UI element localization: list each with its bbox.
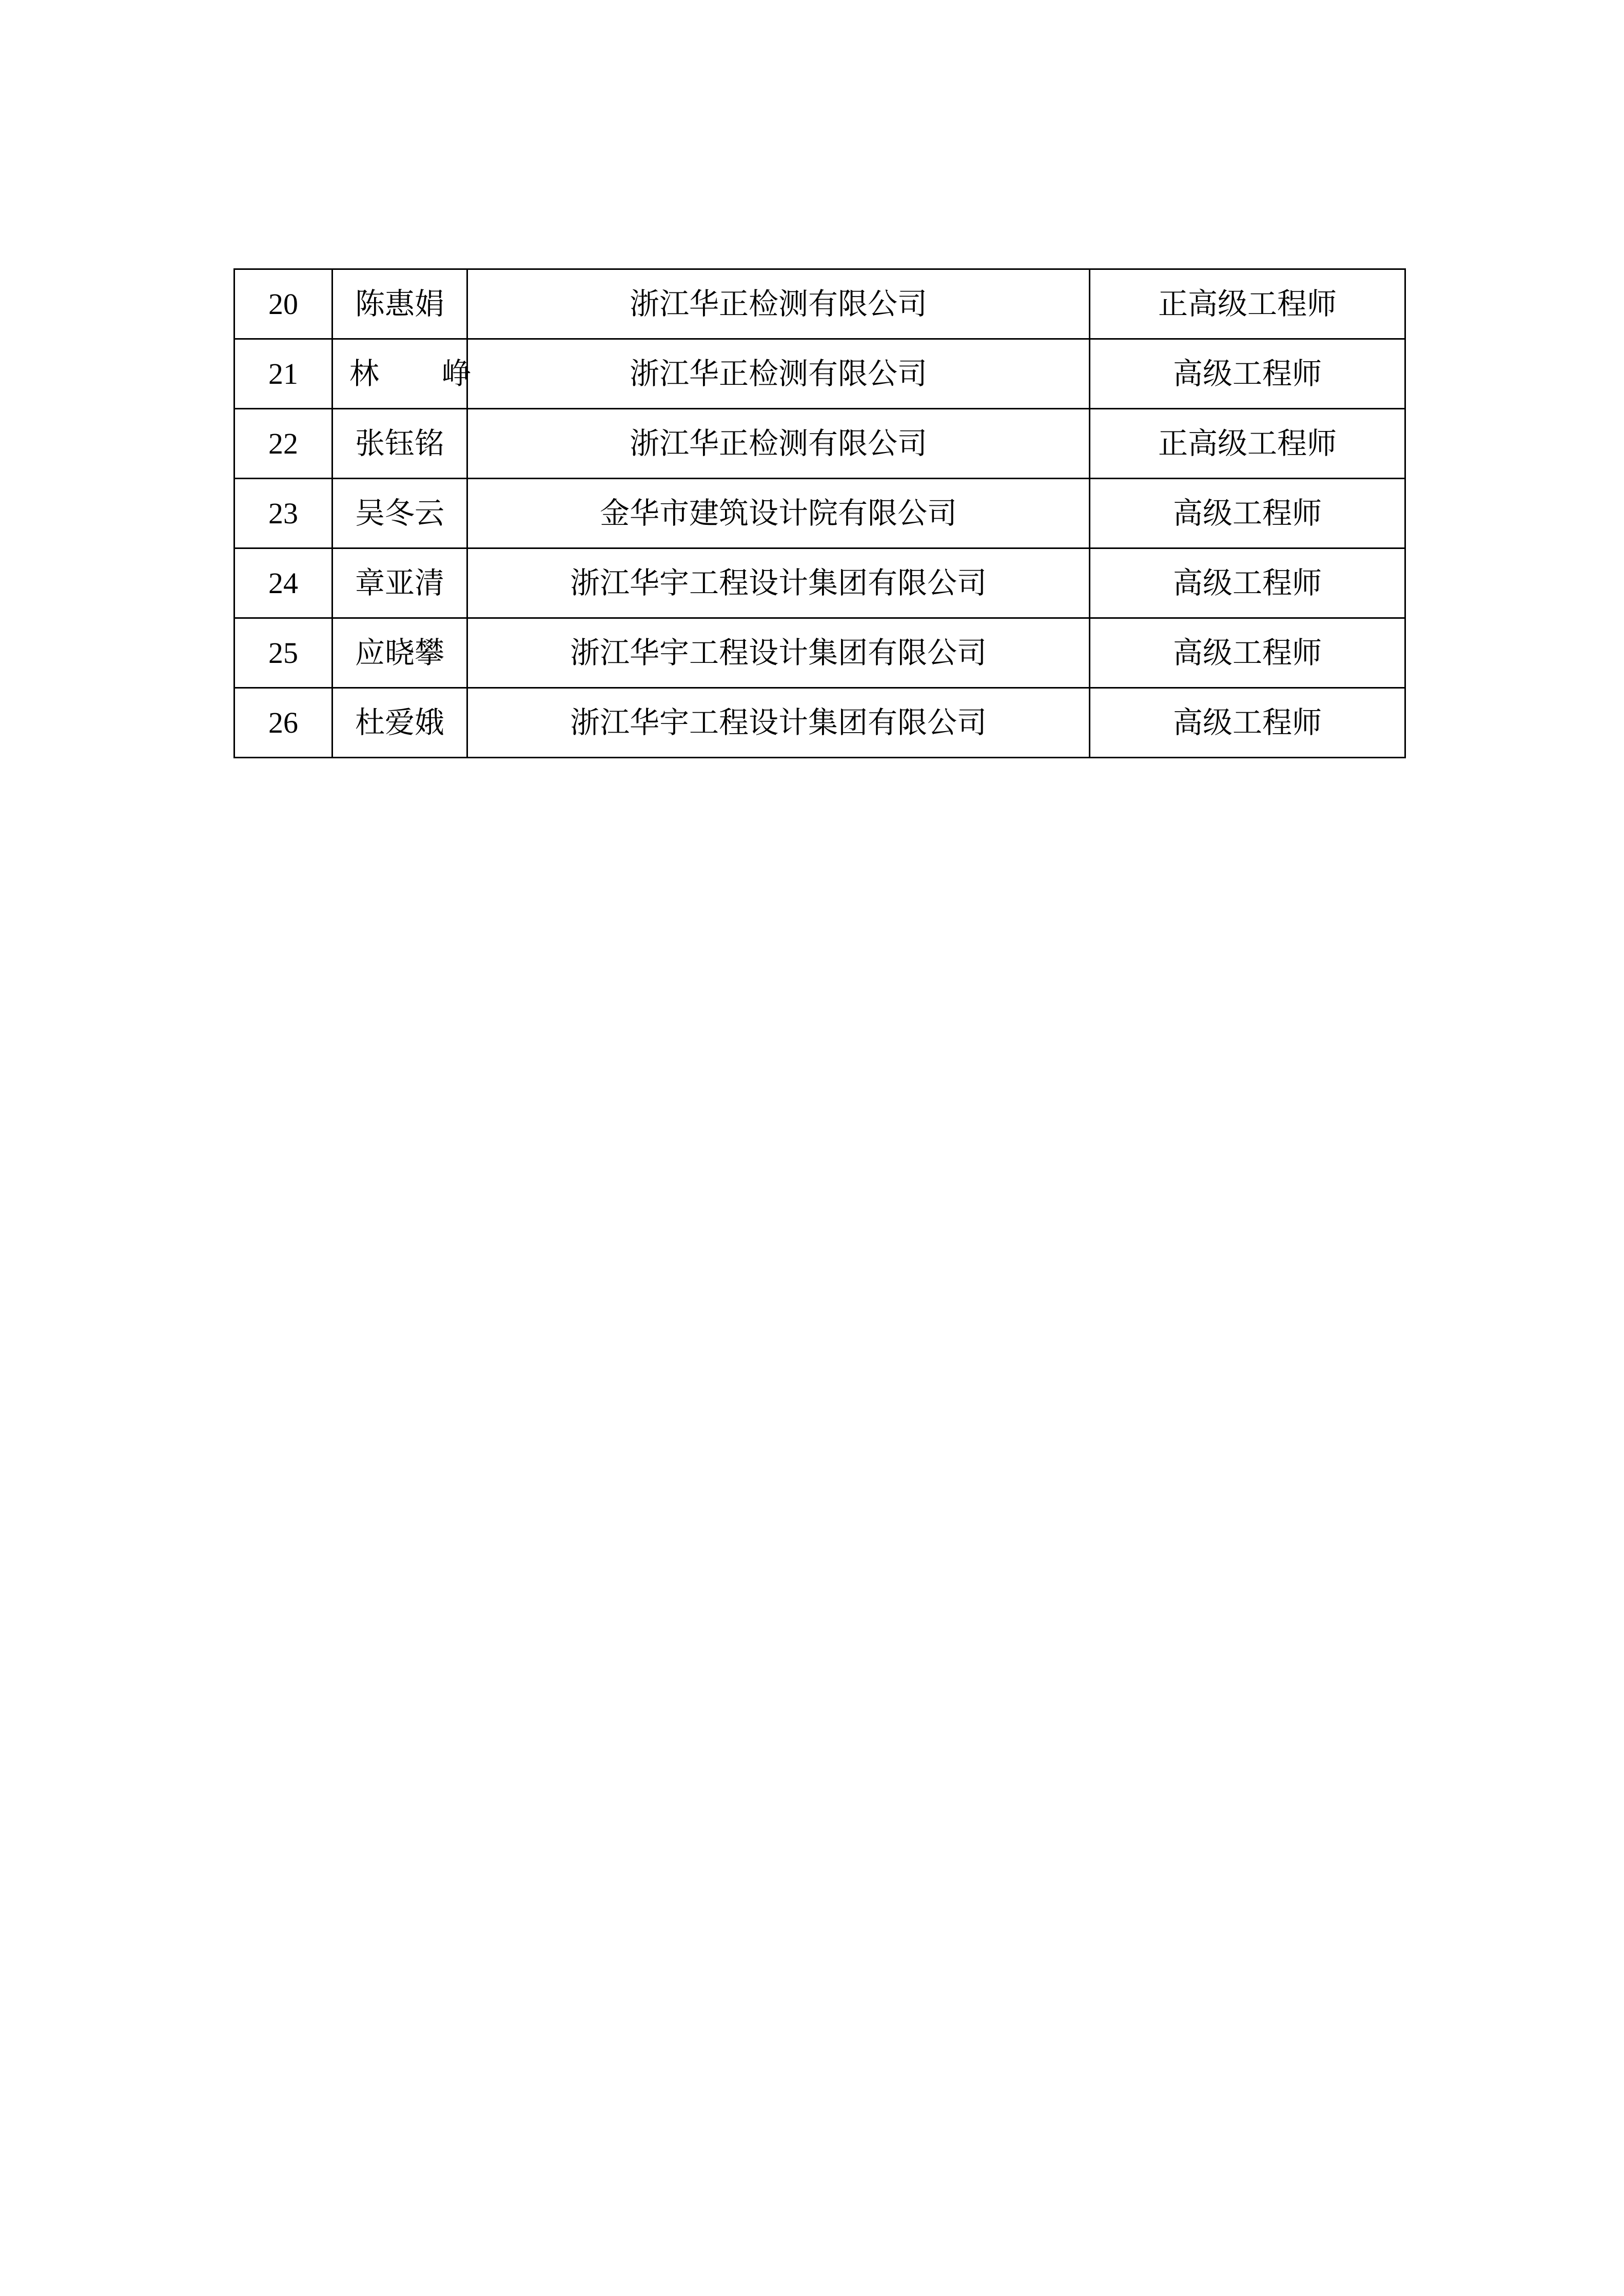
row-index: 23: [234, 479, 332, 548]
table-row: [234, 339, 1405, 409]
row-organization: 浙江华正检测有限公司: [467, 409, 1090, 479]
table-row: [234, 409, 1405, 479]
row-title: 高级工程师: [1090, 339, 1405, 409]
row-index: 22: [234, 409, 332, 479]
row-index: 20: [234, 269, 332, 339]
row-index: 26: [234, 688, 332, 758]
row-title: 正高级工程师: [1090, 409, 1405, 479]
row-name: 应晓攀: [332, 618, 467, 688]
row-index: 21: [234, 339, 332, 409]
roster-table-container: [233, 268, 1398, 758]
row-name: [332, 339, 488, 409]
row-name: 章亚清: [332, 548, 467, 618]
row-organization: 浙江华宇工程设计集团有限公司: [467, 688, 1090, 758]
row-name: 张钰铭: [332, 409, 467, 479]
row-organization: 浙江华正检测有限公司: [467, 269, 1090, 339]
row-index: 24: [234, 548, 332, 618]
row-title: 高级工程师: [1090, 548, 1405, 618]
row-name: 杜爱娥: [332, 688, 467, 758]
row-organization: 金华市建筑设计院有限公司: [467, 479, 1090, 548]
table-row: [234, 688, 1405, 758]
roster-table-body: [234, 269, 1405, 758]
table-row: [234, 479, 1405, 548]
row-organization: 浙江华正检测有限公司: [467, 339, 1090, 409]
row-name: 陈惠娟: [332, 269, 467, 339]
row-title: 高级工程师: [1090, 618, 1405, 688]
row-title: 高级工程师: [1090, 479, 1405, 548]
roster-table: [233, 268, 1406, 758]
row-organization: 浙江华宇工程设计集团有限公司: [467, 548, 1090, 618]
row-organization: 浙江华宇工程设计集团有限公司: [467, 618, 1090, 688]
row-title: 正高级工程师: [1090, 269, 1405, 339]
row-name-text: 林 峥: [349, 357, 488, 390]
table-row: [234, 618, 1405, 688]
row-index: 25: [234, 618, 332, 688]
row-title: 高级工程师: [1090, 688, 1405, 758]
table-row: [234, 269, 1405, 339]
table-row: [234, 548, 1405, 618]
row-name: 吴冬云: [332, 479, 467, 548]
